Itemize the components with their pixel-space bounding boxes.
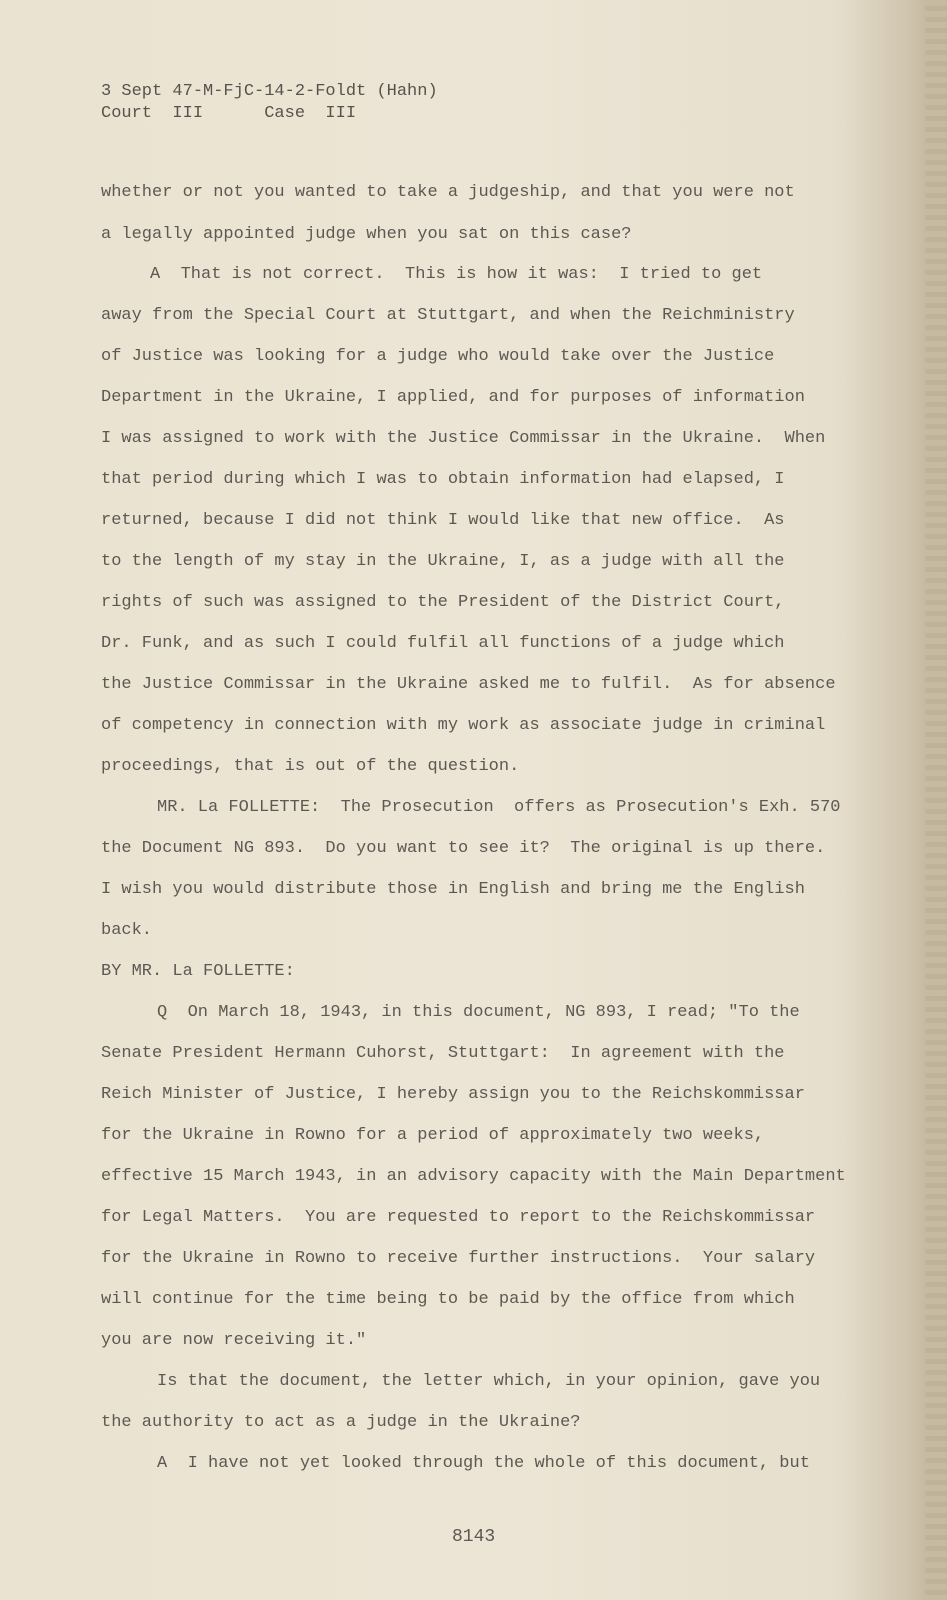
body-line-29: you are now receiving it." xyxy=(101,1331,367,1350)
body-line-19: back. xyxy=(101,921,153,940)
body-line-12: Dr. Funk, and as such I could fulfil all functions of a judge which xyxy=(101,634,785,653)
header-line-2: Court III Case III xyxy=(101,104,357,123)
body-line-21: Q On March 18, 1943, in this document, NG 893, I read; "To the xyxy=(157,1003,800,1022)
body-line-31: the authority to act as a judge in the Ukraine? xyxy=(101,1413,581,1432)
body-line-20: BY MR. La FOLLETTE: xyxy=(101,962,295,981)
body-line-28: will continue for the time being to be paid by the office from which xyxy=(101,1290,795,1309)
body-line-11: rights of such was assigned to the President of the District Court, xyxy=(101,593,785,612)
page-number: 8143 xyxy=(452,1527,496,1547)
body-line-13: the Justice Commissar in the Ukraine asked me to fulfil. As for absence xyxy=(101,675,836,694)
body-line-15: proceedings, that is out of the question. xyxy=(101,757,520,776)
body-line-25: effective 15 March 1943, in an advisory capacity with the Main Department xyxy=(101,1167,846,1186)
body-line-27: for the Ukraine in Rowno to receive further instructions. Your salary xyxy=(101,1249,816,1268)
body-line-1: whether or not you wanted to take a judgeship, and that you were not xyxy=(101,183,795,202)
body-line-5: of Justice was looking for a judge who would take over the Justice xyxy=(101,347,775,366)
body-line-22: Senate President Hermann Cuhorst, Stuttgart: In agreement with the xyxy=(101,1044,785,1063)
body-line-6: Department in the Ukraine, I applied, and for purposes of information xyxy=(101,388,805,407)
body-line-8: that period during which I was to obtain information had elapsed, I xyxy=(101,470,785,489)
body-line-23: Reich Minister of Justice, I hereby assign you to the Reichskommissar xyxy=(101,1085,805,1104)
body-line-2: a legally appointed judge when you sat on this case? xyxy=(101,225,632,244)
body-line-17: the Document NG 893. Do you want to see it? The original is up there. xyxy=(101,839,826,858)
body-line-14: of competency in connection with my work as associate judge in criminal xyxy=(101,716,826,735)
body-line-16: MR. La FOLLETTE: The Prosecution offers as Prosecution's Exh. 570 xyxy=(157,798,841,817)
body-line-18: I wish you would distribute those in English and bring me the English xyxy=(101,880,805,899)
body-line-10: to the length of my stay in the Ukraine, I, as a judge with all the xyxy=(101,552,785,571)
body-line-4: away from the Special Court at Stuttgart, and when the Reichministry xyxy=(101,306,795,325)
body-line-26: for Legal Matters. You are requested to report to the Reichskommissar xyxy=(101,1208,816,1227)
body-line-7: I was assigned to work with the Justice Commissar in the Ukraine. When xyxy=(101,429,826,448)
body-line-32: A I have not yet looked through the whole of this document, but xyxy=(157,1454,810,1473)
body-line-9: returned, because I did not think I would like that new office. As xyxy=(101,511,785,530)
body-line-24: for the Ukraine in Rowno for a period of approximately two weeks, xyxy=(101,1126,765,1145)
header-line-1: 3 Sept 47-M-FjC-14-2-Foldt (Hahn) xyxy=(101,82,438,101)
body-line-30: Is that the document, the letter which, in your opinion, gave you xyxy=(157,1372,821,1391)
body-line-3: A That is not correct. This is how it was: I tried to get xyxy=(150,265,763,284)
